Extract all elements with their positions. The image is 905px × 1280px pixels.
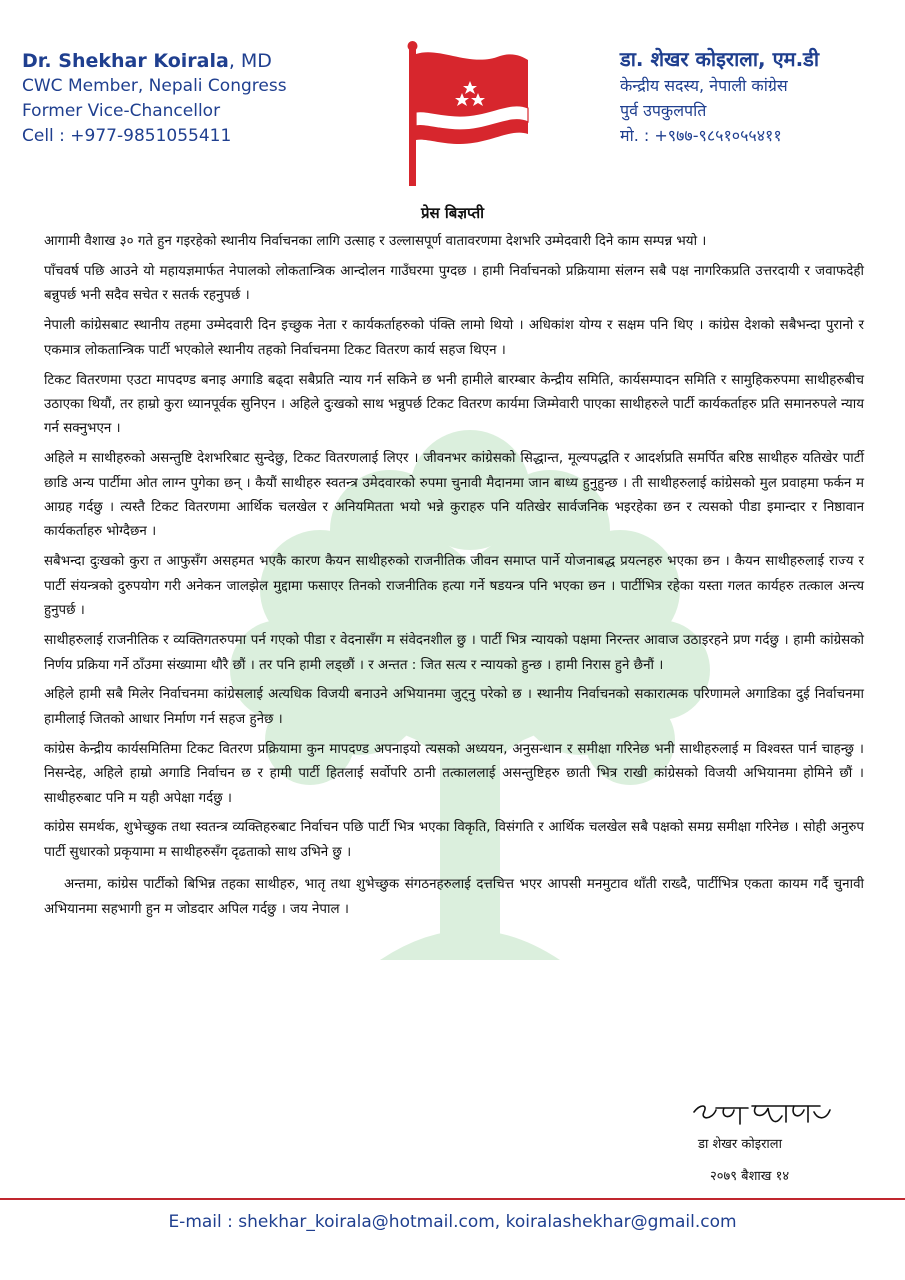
release-date: २०७९ बैशाख १४ — [710, 1169, 790, 1184]
name-english: Dr. Shekhar Koirala — [22, 50, 229, 72]
document-title: प्रेस बिज्ञप्ती — [420, 204, 485, 222]
handwritten-signature — [690, 1098, 840, 1132]
press-release-body — [44, 230, 864, 928]
paragraph: अहिले हामी सबै मिलेर निर्वाचनमा कांग्रेसलाई अत्यधिक विजयी बनाउने अभियानमा जुट्नु परेको छ । स्थानीय निर्वाचनको सकारात्मक परिणामले अगाडिका दुई निर्वाचनमा हामीलाई जितको आधार निर्माण गर्न सहज हुनेछ । — [44, 687, 865, 727]
footer-divider — [0, 1198, 905, 1200]
letterhead-english — [22, 48, 287, 149]
paragraph: अहिले म साथीहरुको असन्तुष्टि देशभरिबाट सुन्देछु, टिकट वितरणलाई लिएर । जीवनभर कांग्रेसको सिद्धान्त, मूल्यपद्धति र आदर्शप्रति समर्पित बरिष्ठ साथीहरु यतिखेर पार्टी छाडि अन्य पार्टीमा ओत लाग्न पुगेका छन् । कैयौं साथीहरु स्वतन्त्र उमेदवारको रुपमा चुनावी मैदानमा जान बाध्य हुनुहुन्छ । ती साथीहरुलाई कांग्रेसको मुल प्रवाहमा फर्कन म आग्रह गर्दछु । त्यस्तै टिकट वितरणमा आर्थिक चलखेल र अनियमितता भयो भन्ने कुराहरु पनि यतिखेर सार्वजनिक भइरहेका छन र त्यसको पीडा इमान्दार र निष्ठावान कार्यकर्ताहरु भोग्दैछन । — [44, 451, 865, 540]
cell-nepali: मो. : +९७७-९८५१०५५४११ — [620, 126, 782, 145]
paragraph: आगामी वैशाख ३० गते हुन गइरहेको स्थानीय निर्वाचनका लागि उत्साह र उल्लासपूर्ण वातावरणमा देशभरि उम्मेदवारी दिने काम सम्पन्न भयो । — [44, 234, 707, 249]
letterhead-nepali — [620, 46, 819, 148]
closing-paragraph: अन्तमा, कांग्रेस पार्टीको बिभिन्न तहका साथीहरु, भातृ तथा शुभेच्छुक संगठनहरुलाई दत्तचित्त भएर आपसी मनमुटाव थाँती राख्दै, पार्टीभित्र एकता कायम गर्दै चुनावी अभियानमा सहभागी हुन म जोडदार अपिल गर्दछु । जय नेपाल । — [44, 877, 864, 917]
paragraph: नेपाली कांग्रेसबाट स्थानीय तहमा उम्मेदवारी दिन इच्छुक नेता र कार्यकर्ताहरुको पंक्ति लामो थियो । अधिकांश योग्य र सक्षम पनि थिए । कांग्रेस देशको सबैभन्दा पुरानो र एकमात्र लोकतान्त्रिक पार्टी भएकोले स्थानीय तहको निर्वाचनमा टिकट वितरण कार्य सहज थिएन । — [44, 318, 864, 358]
paragraph: कांग्रेस केन्द्रीय कार्यसमितिमा टिकट वितरण प्रक्रियामा कुन मापदण्ड अपनाइयो त्यसको अध्ययन, अनुसन्धान र समीक्षा गरिनेछ भनी साथीहरुलाई म विश्वस्त पार्न चाहन्छु । निसन्देह, अहिले हाम्रो अगाडि निर्वाचन छ र हामी पार्टी हितलाई सर्वोपरि ठानी तत्काललाई असन्तुष्टिहरु छाती भित्र राखी कांग्रेसको विजयी अभियानमा होमिने छौं । साथीहरुबाट पनि म यही अपेक्षा गर्दछु । — [44, 741, 864, 806]
paragraph: कांग्रेस समर्थक, शुभेच्छुक तथा स्वतन्त्र व्यक्तिहरुबाट निर्वाचन पछि पार्टी भित्र भएका विकृति, विसंगति र आर्थिक चलखेल सबै पक्षको समग्र समीक्षा गरिनेछ । सोही अनुरुप पार्टी सुधारको प्रकृयामा म साथीहरुसँग दृढताको साथ उभिने छु । — [44, 820, 864, 860]
name-nepali: डा. शेखर कोइराला, एम.डी — [620, 47, 820, 71]
nepali-congress-flag-logo — [400, 38, 530, 188]
name-suffix: , MD — [228, 50, 272, 72]
signer-name: डा शेखर कोइराला — [698, 1137, 782, 1152]
paragraph: पाँचवर्ष पछि आउने यो महायज्ञमार्फत नेपालको लोकतान्त्रिक आन्दोलन गाउँघरमा पुग्दछ । हामी निर्वाचनको प्रक्रियामा संलग्न सबै पक्ष नागरिकप्रति उत्तरदायी र जवाफदेही बन्नुपर्छ भनी सदैव सचेत र सतर्क रहनुपर्छ । — [44, 263, 864, 304]
paragraph: टिकट वितरणमा एउटा मापदण्ड बनाइ अगाडि बढ्दा सबैप्रति न्याय गर्न सकिने छ भनी हामीले बारम्बार केन्द्रीय समिति, कार्यसम्पादन समिति र सामुहिकरुपमा साथीहरुबीच उठाएका थियौं, तर हाम्रो कुरा ध्यानपूर्वक सुनिएन । अहिले दुःखको साथ भन्नुपर्छ टिकट वितरण कार्यमा जिम्मेवारी पाएका साथीहरुले पार्टी कार्यकर्ताहरु प्रति समानरुपले न्याय गर्न सक्नुभएन । — [44, 372, 864, 437]
role-nepali: केन्द्रीय सदस्य, नेपाली कांग्रेस — [620, 76, 788, 95]
former-role-english: Former Vice-Chancellor — [22, 101, 221, 121]
role-english: CWC Member, Nepali Congress — [22, 76, 287, 96]
former-role-nepali: पुर्व उपकुलपति — [620, 101, 707, 120]
signature-block — [690, 1098, 850, 1184]
paragraph: सबैभन्दा दुःखको कुरा त आफुसँग असहमत भएकै कारण कैयन साथीहरुको राजनीतिक जीवन समाप्त पार्ने योजनाबद्ध प्रयत्नहरु भएका छन । कैयन साथीहरुलाई राज्य र पार्टी संयन्त्रको दुरुपयोग गरी अनेकन जालझेल मुद्दामा फसाएर तिनको राजनीतिक हत्या गर्ने षडयन्त्र पनि भएका छन । पार्टीभित्र रहेका यस्ता गलत कार्यहरु तत्काल अन्त्य हुनुपर्छ । — [44, 554, 864, 619]
paragraph: साथीहरुलाई राजनीतिक र व्यक्तिगतरुपमा पर्न गएको पीडा र वेदनासँग म संवेदनशील छु । पार्टी भित्र न्यायको पक्षमा निरन्तर आवाज उठाइरहने प्रण गर्दछु । हामी कांग्रेसको निर्णय प्रक्रिया गर्ने ठाँउमा संख्यामा थौरै छौं । तर पनि हामी लड्छौं । र अन्तत : जित सत्य र न्यायको हुन्छ । हामी निरास हुने छैनौं । — [44, 633, 864, 673]
footer-email: E-mail : shekhar_koirala@hotmail.com, koiralashekhar@gmail.com — [168, 1212, 737, 1232]
cell-english: Cell : +977-9851055411 — [22, 126, 232, 146]
